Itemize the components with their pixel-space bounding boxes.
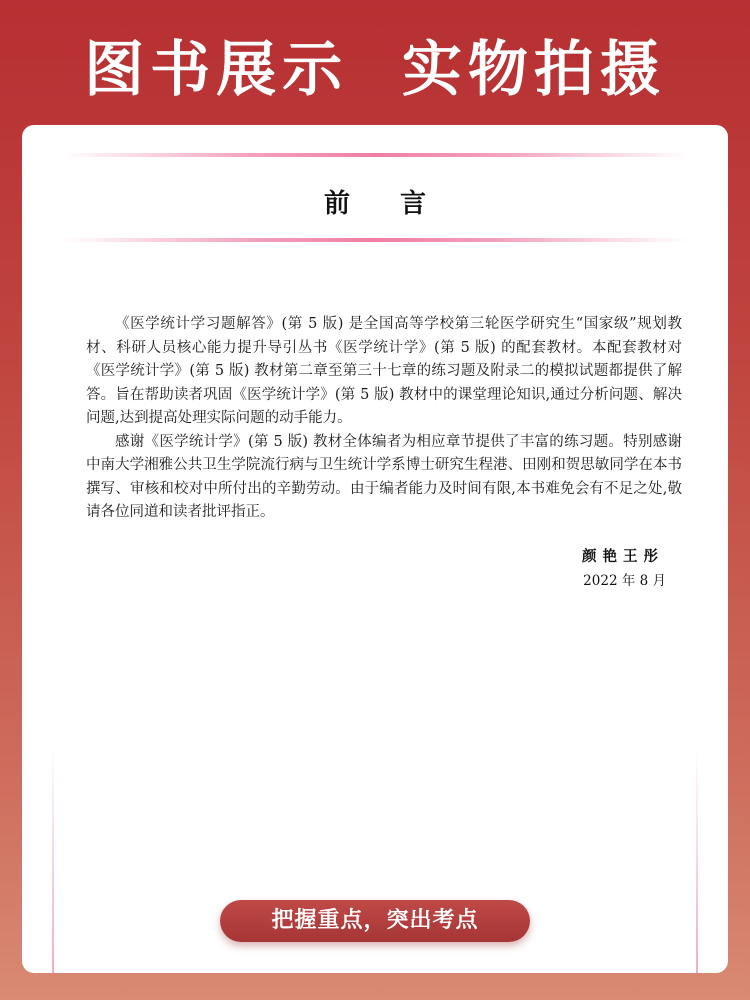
author-names: 颜艳王彤 (582, 549, 664, 565)
top-decorative-rule (62, 153, 688, 157)
banner-title: 图书展示 实物拍摄 (84, 35, 666, 105)
right-decorative-line (696, 745, 698, 973)
preface-paragraph-2: 感谢《医学统计学》(第 5 版) 教材全体编者为相应章节提供了丰富的练习题。特别感谢中南大学湘雅公共卫生学院流行病与卫生统计学系博士研究生程港、田刚和贺思敏同学在本书撰写、审核和校对中所付出的辛勤劳动。由于编者能力及时间有限,本书难免会有不足之处,敬请各位同道和读者批评指正。 (86, 433, 682, 520)
preface-paragraph-1: 《医学统计学习题解答》(第 5 版) 是全国高等学校第三轮医学研究生“国家级”规划教材、科研人员核心能力提升导引丛书《医学统计学》(第 5 版) 的配套教材。本配套教材对《医学统计学》(第 5 版) 教材第二章至第三十七章的练习题及附录二的模拟试题都提供了解答。旨在帮助读者巩固《医学统计学》(第 5 版) 教材中的课堂理论知识,通过分析问题、解决问题,达到提高处理实际问题的动手能力。 (86, 316, 682, 426)
left-decorative-line (52, 745, 54, 973)
page-heading: 前言 (323, 189, 476, 219)
book-page-card (22, 125, 728, 973)
preface-date: 2022 年 8 月 (583, 573, 666, 589)
bottom-decorative-rule (62, 238, 688, 242)
slogan-badge: 把握重点，突出考点 (220, 900, 530, 942)
preface-body (86, 313, 682, 525)
